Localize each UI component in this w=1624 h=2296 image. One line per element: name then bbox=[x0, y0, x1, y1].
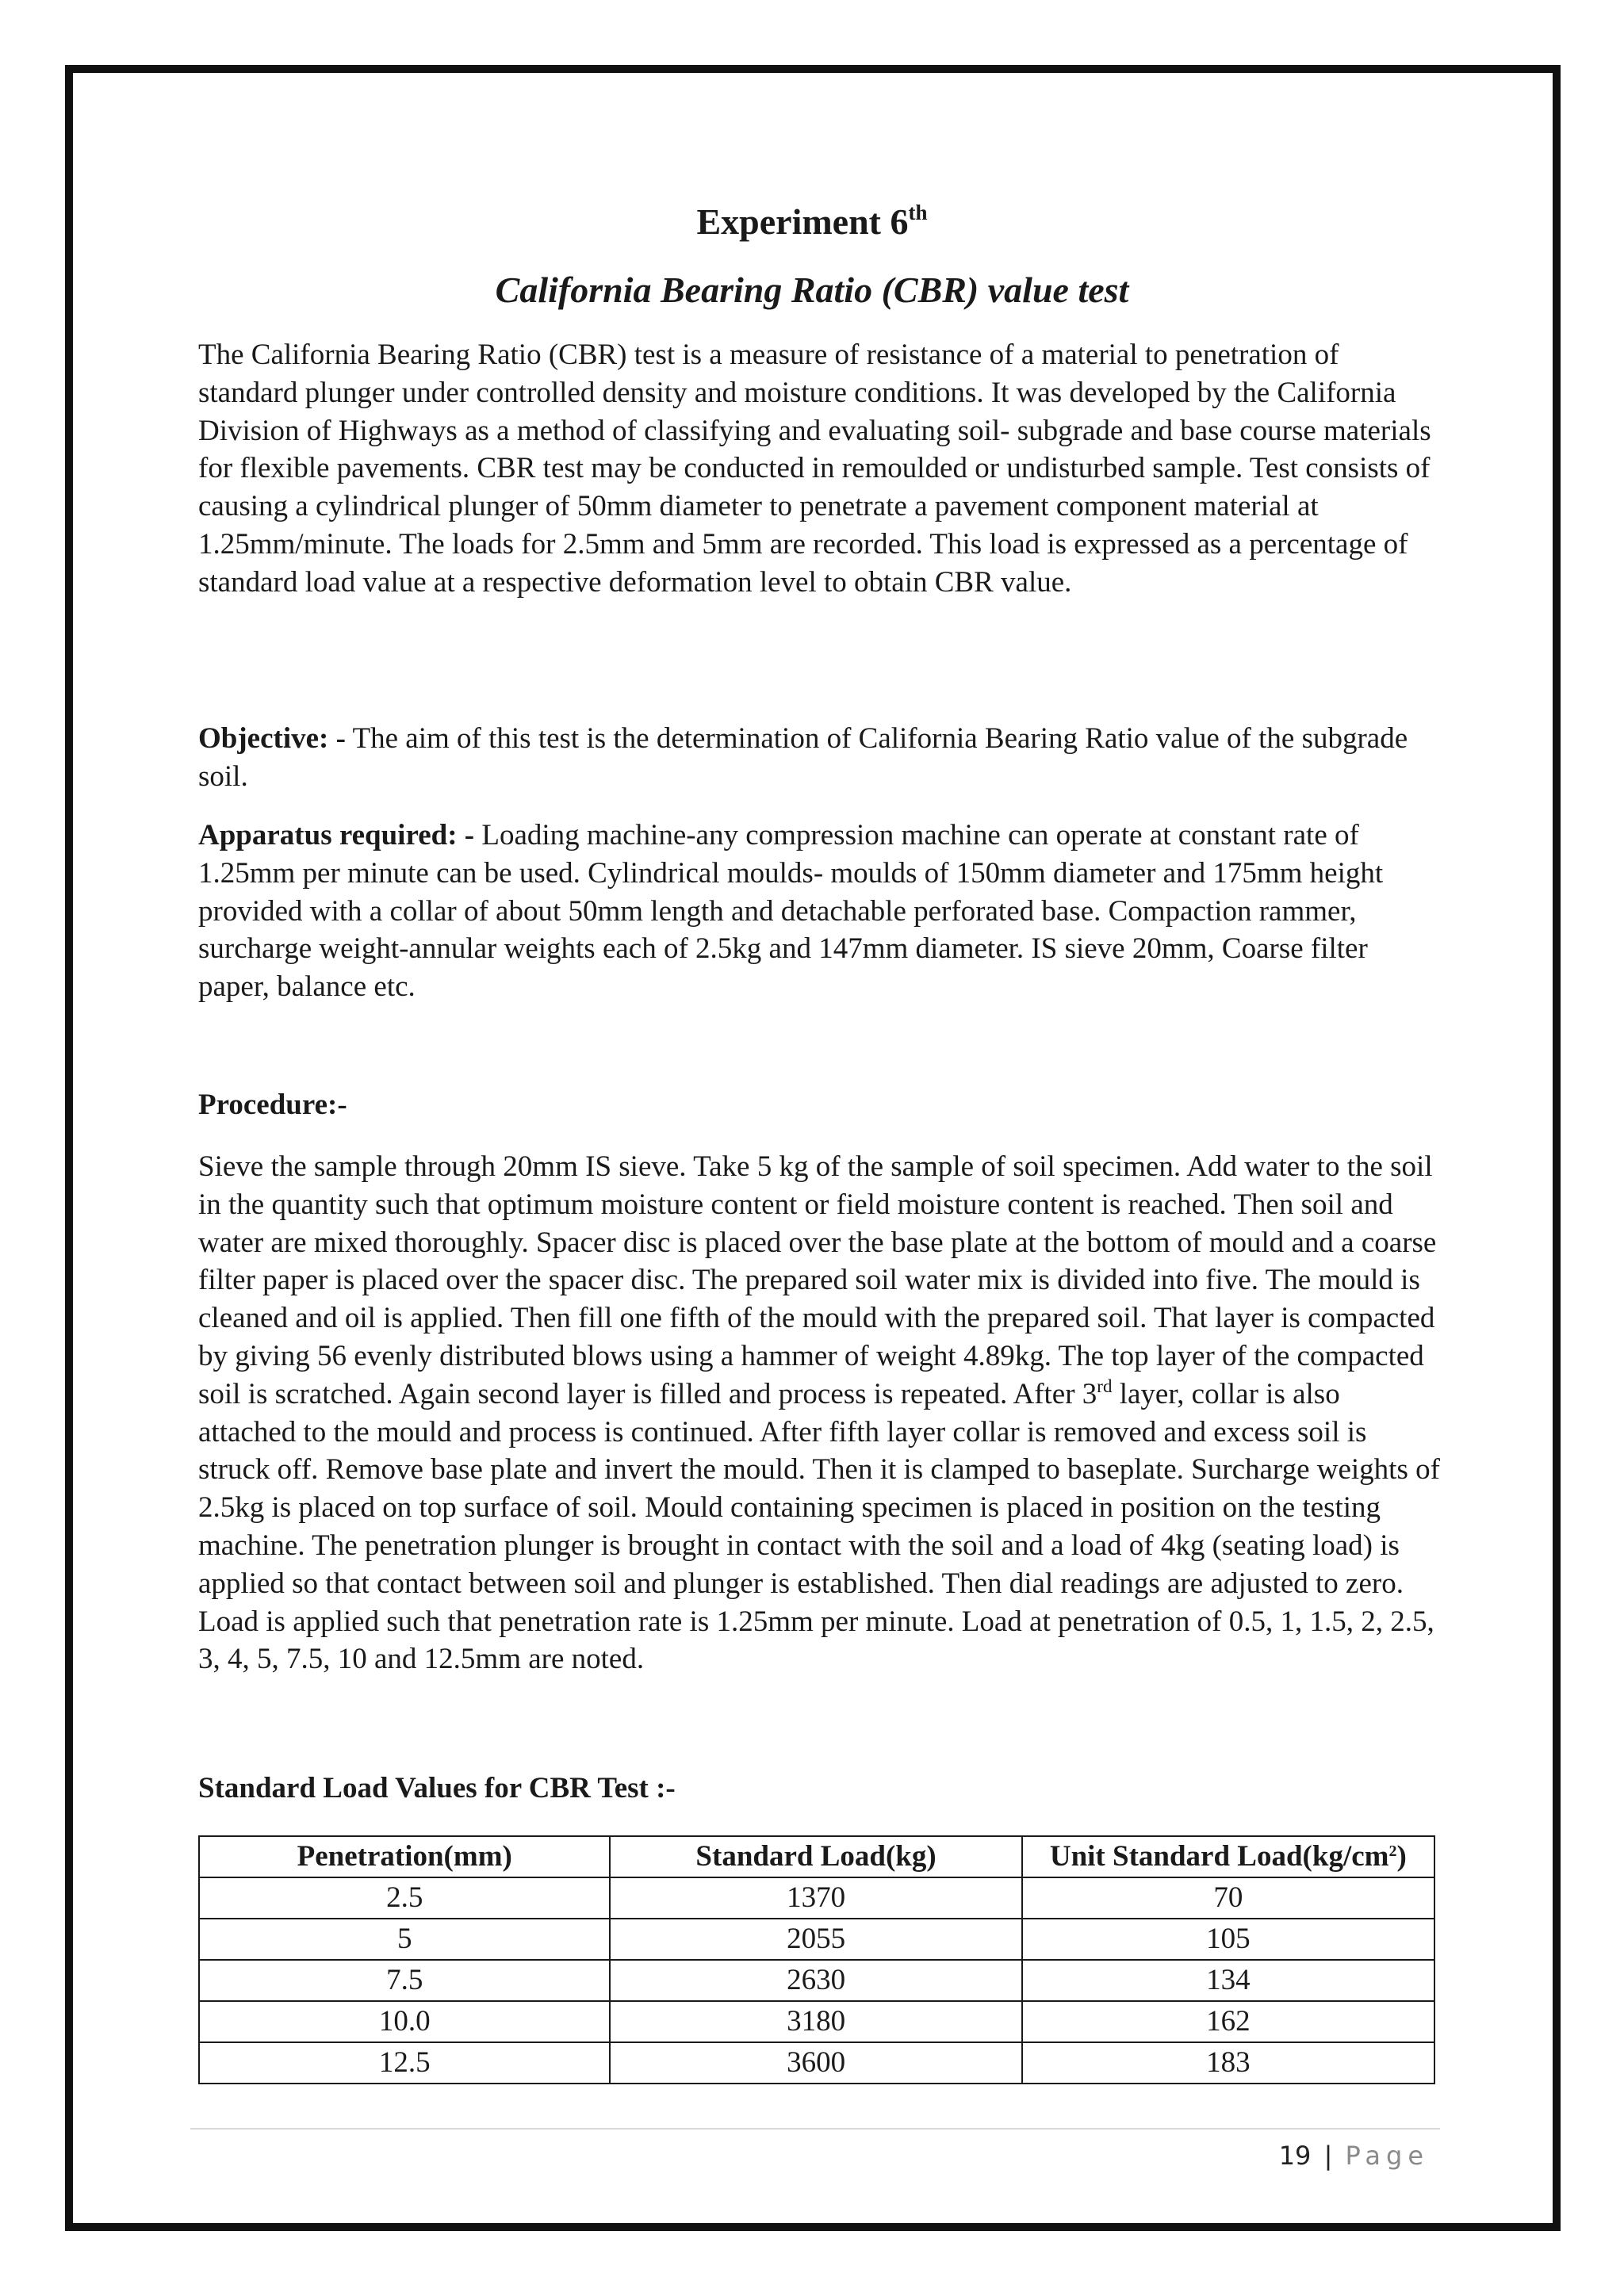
objective-paragraph bbox=[198, 720, 1443, 796]
cell-standard-load: 2630 bbox=[610, 1960, 1021, 2001]
cell-standard-load: 1370 bbox=[610, 1877, 1021, 1919]
footer-page-label: Page bbox=[1345, 2141, 1429, 2171]
page-title-text: Experiment 6 bbox=[696, 201, 909, 242]
table-row bbox=[199, 2001, 1434, 2042]
objective-label: Objective: - bbox=[198, 722, 346, 755]
page-title bbox=[0, 198, 1624, 246]
apparatus-text: Loading machine-any compression machine can operate at constant rate of 1.25mm per minute can be used. Cylindrical moulds- moulds of 150mm diameter and 175mm height provided with a collar of about 50mm length and detachable perforated base. Compaction rammer, surcharge weight-annular weights each of 2.5kg and 147mm diameter. IS sieve 20mm, Coarse filter paper, balance etc. bbox=[198, 819, 1384, 1004]
header-penetration: Penetration(mm) bbox=[199, 1836, 610, 1877]
page-subtitle: California Bearing Ratio (CBR) value test bbox=[495, 270, 1129, 310]
procedure-text-part2: layer, collar is also attached to the mould and process is continued. After fifth layer collar is removed and excess soil is struck off. Remove base plate and invert the mould. Then it is clamped to baseplate. Surcharge weights of 2.5kg is placed on top surface of soil. Mould containing specimen is placed in position on the testing machine. The penetration plunger is brought in contact with the soil and a load of 4kg (seating load) is applied so that contact between soil and plunger is established. Then dial readings are adjusted to zero. Load is applied such that penetration rate is 1.25mm per minute. Load at penetration of 0.5, 1, 1.5, 2, 2.5, 3, 4, 5, 7.5, 10 and 12.5mm are noted. bbox=[198, 1377, 1440, 1676]
header-unit-close: ) bbox=[1396, 1840, 1407, 1873]
header-unit-text: Unit Standard Load(kg/cm bbox=[1049, 1840, 1389, 1873]
header-standard-load: Standard Load(kg) bbox=[610, 1836, 1021, 1877]
cell-unit-standard-load: 70 bbox=[1022, 1877, 1434, 1919]
cell-standard-load: 3180 bbox=[610, 2001, 1021, 2042]
footer-separator: | bbox=[1323, 2141, 1333, 2171]
page-number: 19 bbox=[1278, 2141, 1312, 2171]
cell-unit-standard-load: 134 bbox=[1022, 1960, 1434, 2001]
header-unit-standard-load bbox=[1022, 1836, 1434, 1877]
intro-paragraph: The California Bearing Ratio (CBR) test is a measure of resistance of a material to penetration of standard plunger under controlled density and moisture conditions. It was developed by the California Division of Highways as a method of classifying and evaluating soil- subgrade and base course materials for flexible pavements. CBR test may be conducted in remoulded or undisturbed sample. Test consists of causing a cylindrical plunger of 50mm diameter to penetrate a pavement component material at 1.25mm/minute. The loads for 2.5mm and 5mm are recorded. This load is expressed as a percentage of standard load value at a respective deformation level to obtain CBR value. bbox=[198, 339, 1431, 599]
procedure-paragraph bbox=[198, 1148, 1443, 1678]
table-row bbox=[199, 1919, 1434, 1960]
standard-load-table bbox=[198, 1835, 1435, 2084]
apparatus-section bbox=[198, 817, 1443, 1006]
cell-penetration: 10.0 bbox=[199, 2001, 610, 2042]
cell-unit-standard-load: 183 bbox=[1022, 2042, 1434, 2084]
procedure-section bbox=[198, 1148, 1443, 1678]
cell-unit-standard-load: 162 bbox=[1022, 2001, 1434, 2042]
intro-section bbox=[198, 336, 1443, 602]
footer-divider bbox=[190, 2128, 1440, 2130]
page-title-suffix: th bbox=[908, 201, 928, 224]
table-header-row bbox=[199, 1836, 1434, 1877]
cell-standard-load: 2055 bbox=[610, 1919, 1021, 1960]
table-row bbox=[199, 1877, 1434, 1919]
table-caption-section bbox=[198, 1770, 1443, 1808]
apparatus-paragraph bbox=[198, 817, 1443, 1006]
procedure-text-part1: Sieve the sample through 20mm IS sieve. Take 5 kg of the sample of soil specimen. Add water to the soil in the quantity such that optimum moisture content or field moisture content is reached. Then soil and water are mixed thoroughly. Spacer disc is placed over the base plate at the bottom of mould and a coarse filter paper is placed over the spacer disc. The prepared soil water mix is divided into five. The mould is cleaned and oil is applied. Then fill one fifth of the mould with the prepared soil. That layer is compacted by giving 56 evenly distributed blows using a hammer of weight 4.89kg. The top layer of the compacted soil is scratched. Again second layer is filled and process is repeated. After 3 bbox=[198, 1150, 1437, 1410]
procedure-superscript: rd bbox=[1097, 1376, 1113, 1396]
cell-standard-load: 3600 bbox=[610, 2042, 1021, 2084]
cell-penetration: 2.5 bbox=[199, 1877, 610, 1919]
header-unit-superscript: 2 bbox=[1388, 1843, 1397, 1860]
table-row bbox=[199, 2042, 1434, 2084]
cell-penetration: 12.5 bbox=[199, 2042, 610, 2084]
page-footer bbox=[1279, 2141, 1429, 2171]
objective-section bbox=[198, 720, 1443, 796]
table-caption: Standard Load Values for CBR Test :- bbox=[198, 1772, 676, 1804]
cell-unit-standard-load: 105 bbox=[1022, 1919, 1434, 1960]
procedure-heading: Procedure:- bbox=[198, 1089, 347, 1121]
table-row bbox=[199, 1960, 1434, 2001]
apparatus-label: Apparatus required: - bbox=[198, 819, 475, 851]
procedure-heading-section bbox=[198, 1086, 1443, 1124]
cell-penetration: 7.5 bbox=[199, 1960, 610, 2001]
cell-penetration: 5 bbox=[199, 1919, 610, 1960]
objective-text: The aim of this test is the determination of California Bearing Ratio value of the subgrade soil. bbox=[198, 722, 1408, 793]
